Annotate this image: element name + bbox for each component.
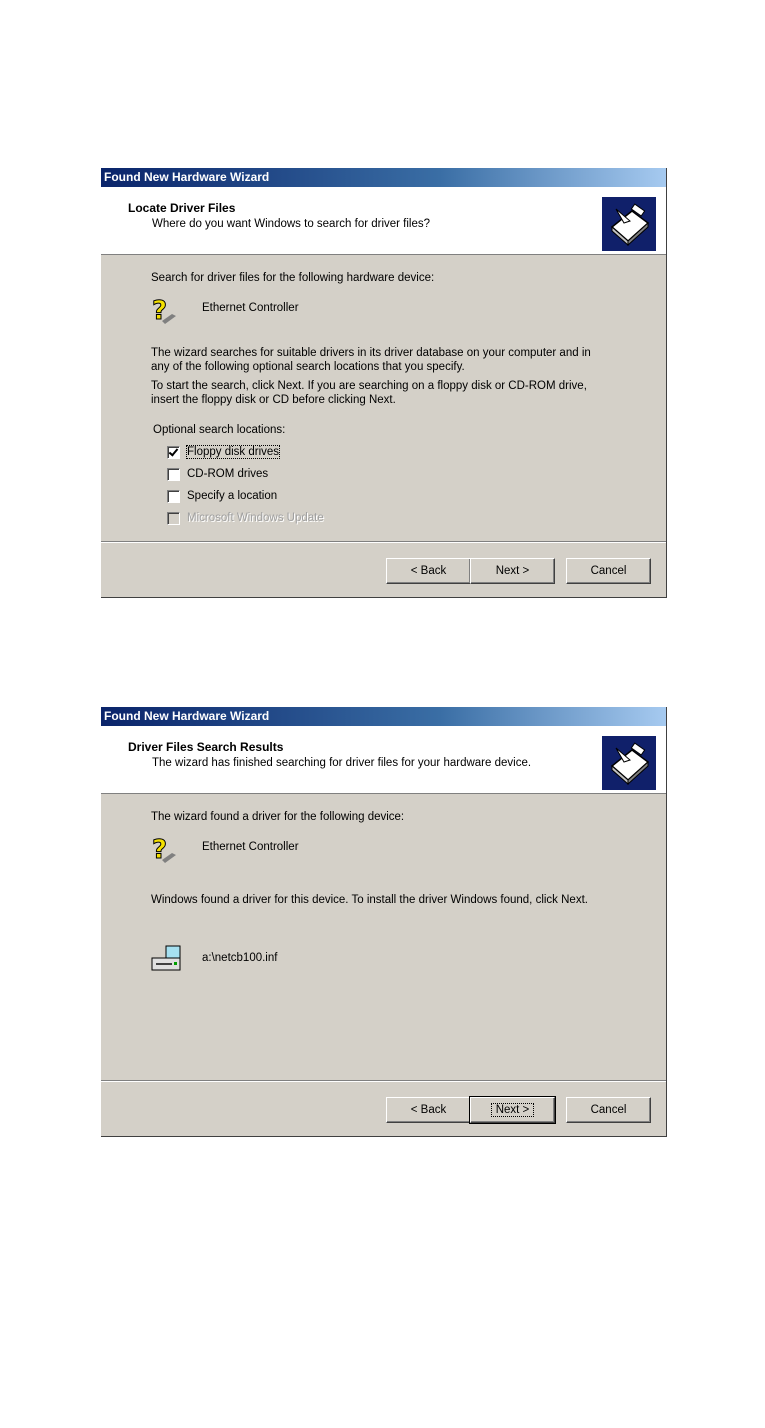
driver-file-path: a:\netcb100.inf (202, 952, 278, 964)
option-windows-update (167, 510, 324, 526)
option-specify-location[interactable] (167, 488, 277, 504)
wizard-header (101, 187, 666, 255)
next-label: Next > (495, 565, 530, 577)
svg-text:?: ? (152, 835, 168, 865)
cancel-button[interactable] (566, 1097, 651, 1123)
intro-text: The wizard found a driver for the following device: (151, 811, 405, 823)
window-title: Found New Hardware Wizard (101, 168, 666, 187)
found-driver-text: Windows found a driver for this device. To install the driver Windows found, click Next. (151, 894, 588, 906)
locate-driver-files-window (101, 168, 667, 598)
option-cd-rom-drives[interactable] (167, 466, 268, 482)
cd-rom-checkbox[interactable] (167, 468, 180, 481)
intro-text: Search for driver files for the following hardware device: (151, 272, 435, 284)
wizard-footer (101, 541, 666, 597)
next-button[interactable] (470, 558, 555, 584)
unknown-device-question-icon (150, 835, 180, 865)
option-label: Specify a location (187, 490, 278, 502)
description-line-1: The wizard searches for suitable drivers in its driver database on your computer and in (151, 347, 591, 359)
wizard-header (101, 726, 666, 794)
next-label: Next > (492, 1104, 534, 1116)
wizard-footer (101, 1080, 666, 1136)
header-subtitle: The wizard has finished searching for driver files for your hardware device. (152, 757, 532, 769)
back-button[interactable] (386, 558, 471, 584)
windows-update-checkbox (167, 512, 180, 525)
window-title: Found New Hardware Wizard (101, 707, 666, 726)
description-line-2: any of the following optional search locations that you specify. (151, 361, 465, 373)
back-label: < Back (410, 565, 447, 577)
back-button[interactable] (386, 1097, 471, 1123)
svg-text:?: ? (152, 296, 168, 326)
header-title: Driver Files Search Results (128, 740, 284, 754)
driver-search-results-window (101, 707, 667, 1137)
specify-location-checkbox[interactable] (167, 490, 180, 503)
options-label: Optional search locations: (153, 424, 286, 436)
header-title: Locate Driver Files (128, 201, 236, 215)
unknown-device-question-icon (150, 296, 180, 326)
back-label: < Back (410, 1104, 447, 1116)
option-label: Microsoft Windows Update (187, 512, 324, 524)
hardware-wizard-icon (602, 197, 656, 251)
next-button[interactable] (470, 1097, 555, 1123)
instruction-line-2: insert the floppy disk or CD before clicking Next. (151, 394, 396, 406)
option-label: Floppy disk drives (187, 446, 280, 458)
cancel-label: Cancel (590, 1104, 627, 1116)
option-label: CD-ROM drives (187, 468, 269, 480)
device-name: Ethernet Controller (202, 841, 299, 853)
floppy-drive-icon (150, 944, 186, 974)
wizard-body (101, 794, 666, 1110)
cancel-button[interactable] (566, 558, 651, 584)
option-floppy-disk-drives[interactable] (167, 444, 279, 460)
header-subtitle: Where do you want Windows to search for driver files? (152, 218, 431, 230)
device-name: Ethernet Controller (202, 302, 299, 314)
hardware-wizard-icon (602, 736, 656, 790)
instruction-line-1: To start the search, click Next. If you are searching on a floppy disk or CD-ROM drive, (151, 380, 587, 392)
wizard-body (101, 255, 666, 571)
floppy-checkbox[interactable] (167, 446, 180, 459)
cancel-label: Cancel (590, 565, 627, 577)
